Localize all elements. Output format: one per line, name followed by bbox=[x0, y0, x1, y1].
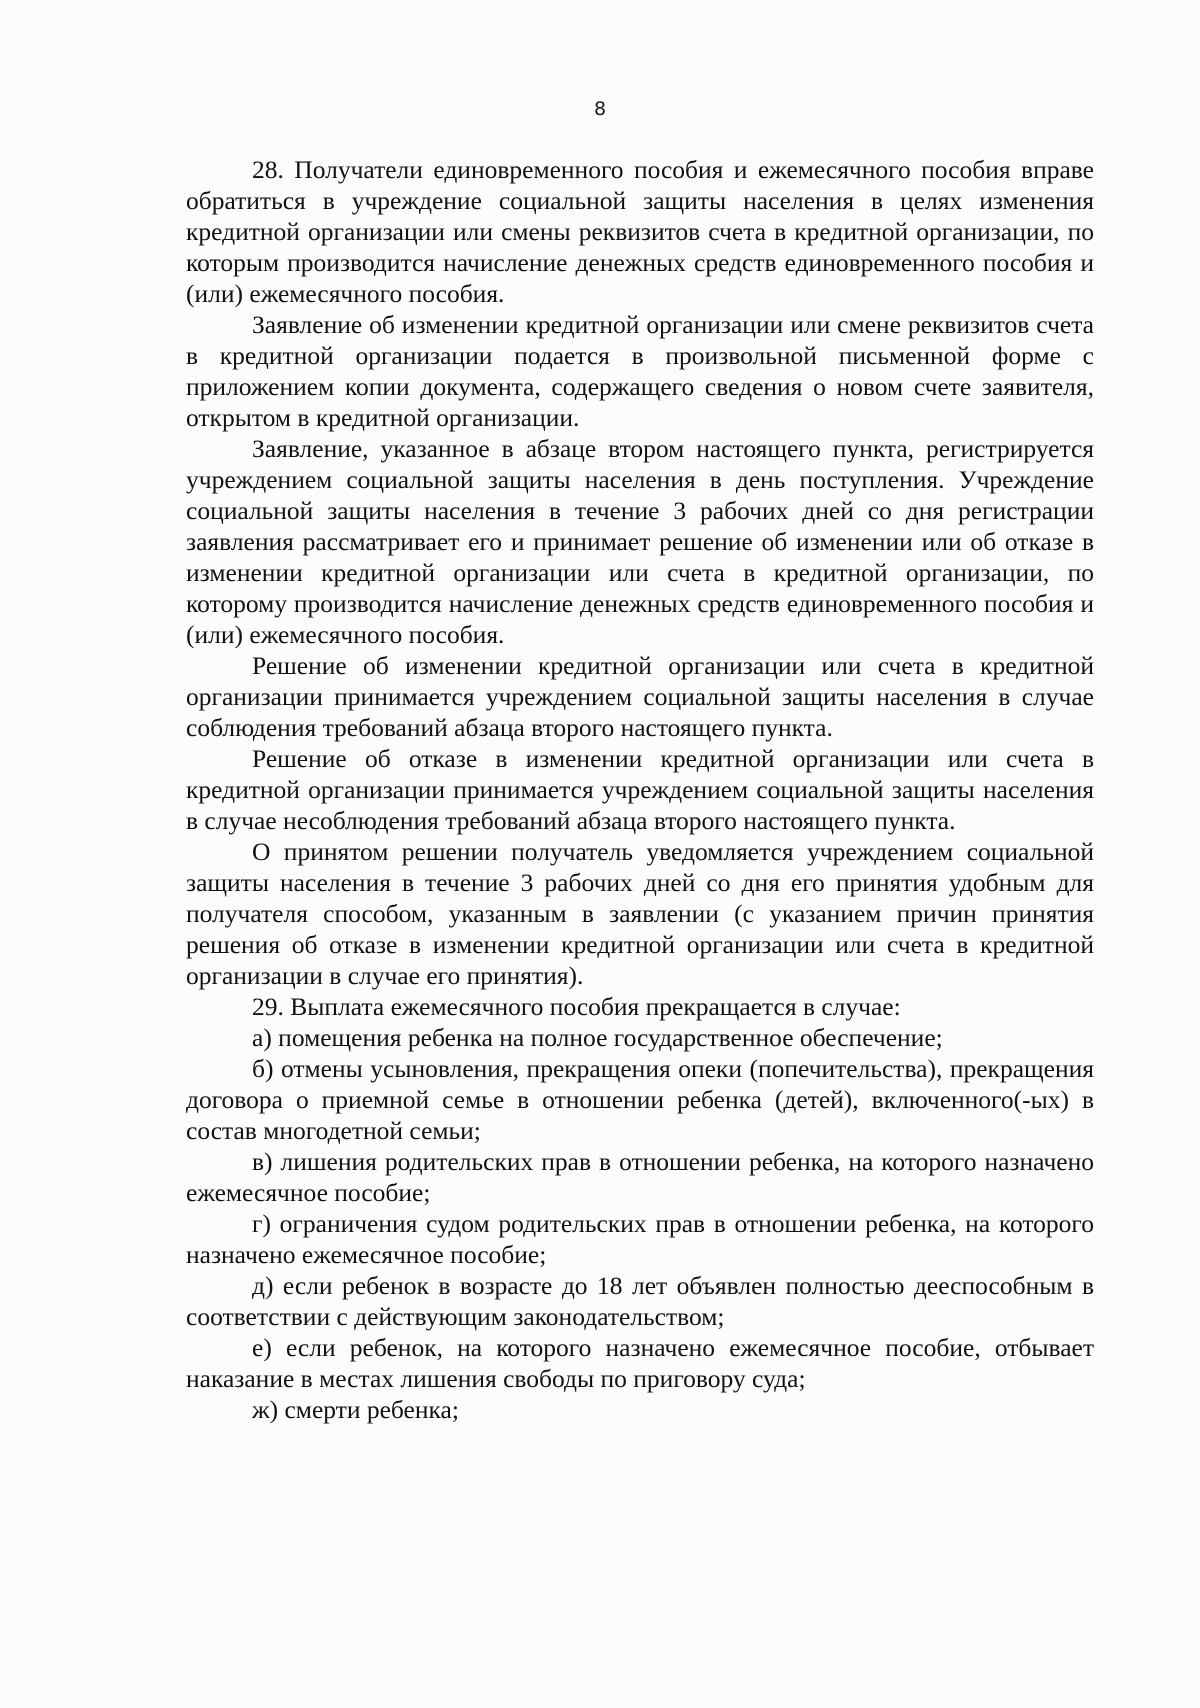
paragraph-decision-refuse: Решение об отказе в изменении кредитной организации или счета в кредитной организации принимается учреждением социальной защиты населения в случае несоблюдения требований абзаца второго настоящего пункта. bbox=[186, 744, 1094, 835]
list-item-e: е) если ребенок, на которого назначено ежемесячное пособие, отбывает наказание в местах лишения свободы по приговору суда; bbox=[186, 1333, 1094, 1393]
paragraph-29-intro: 29. Выплата ежемесячного пособия прекращается в случае: bbox=[252, 992, 901, 1021]
list-item-v: в) лишения родительских прав в отношении ребенка, на которого назначено ежемесячное пособие; bbox=[186, 1147, 1094, 1207]
document-body bbox=[186, 154, 1094, 1425]
paragraph-notification: О принятом решении получатель уведомляется учреждением социальной защиты населения в течение 3 рабочих дней со дня его принятия удобным для получателя способом, указанным в заявлении (с указанием причин принятия решения об отказе в изменении кредитной организации или счета в кредитной организации в случае его принятия). bbox=[186, 837, 1094, 990]
list-item-d: д) если ребенок в возрасте до 18 лет объявлен полностью дееспособным в соответствии с действующим законодательством; bbox=[186, 1271, 1094, 1331]
page-number: 8 bbox=[593, 98, 607, 120]
paragraph-decision-approve: Решение об изменении кредитной организации или счета в кредитной организации принимается учреждением социальной защиты населения в случае соблюдения требований абзаца второго настоящего пункта. bbox=[186, 651, 1094, 742]
paragraph-application-form: Заявление об изменении кредитной организации или смене реквизитов счета в кредитной организации подается в произвольной письменной форме с приложением копии документа, содержащего сведения о новом счете заявителя, открытом в кредитной организации. bbox=[186, 310, 1094, 432]
list-item-g: г) ограничения судом родительских прав в отношении ребенка, на которого назначено ежемесячное пособие; bbox=[186, 1209, 1094, 1269]
paragraph-28-intro: 28. Получатели единовременного пособия и ежемесячного пособия вправе обратиться в учреждение социальной защиты населения в целях изменения кредитной организации или смены реквизитов счета в кредитной организации, по которым производится начисление денежных средств единовременного пособия и (или) ежемесячного пособия. bbox=[186, 155, 1094, 308]
list-item-a: а) помещения ребенка на полное государственное обеспечение; bbox=[252, 1023, 943, 1052]
paragraph-application-registration: Заявление, указанное в абзаце втором настоящего пункта, регистрируется учреждением социальной защиты населения в день поступления. Учреждение социальной защиты населения в течение 3 рабочих дней со дня регистрации заявления рассматривает его и принимает решение об изменении или об отказе в изменении кредитной организации или счета в кредитной организации, по которому производится начисление денежных средств единовременного пособия и (или) ежемесячного пособия. bbox=[186, 434, 1094, 649]
list-item-zh: ж) смерти ребенка; bbox=[252, 1395, 459, 1424]
list-item-b: б) отмены усыновления, прекращения опеки (попечительства), прекращения договора о приемной семье в отношении ребенка (детей), включенного(-ых) в состав многодетной семьи; bbox=[186, 1054, 1094, 1145]
